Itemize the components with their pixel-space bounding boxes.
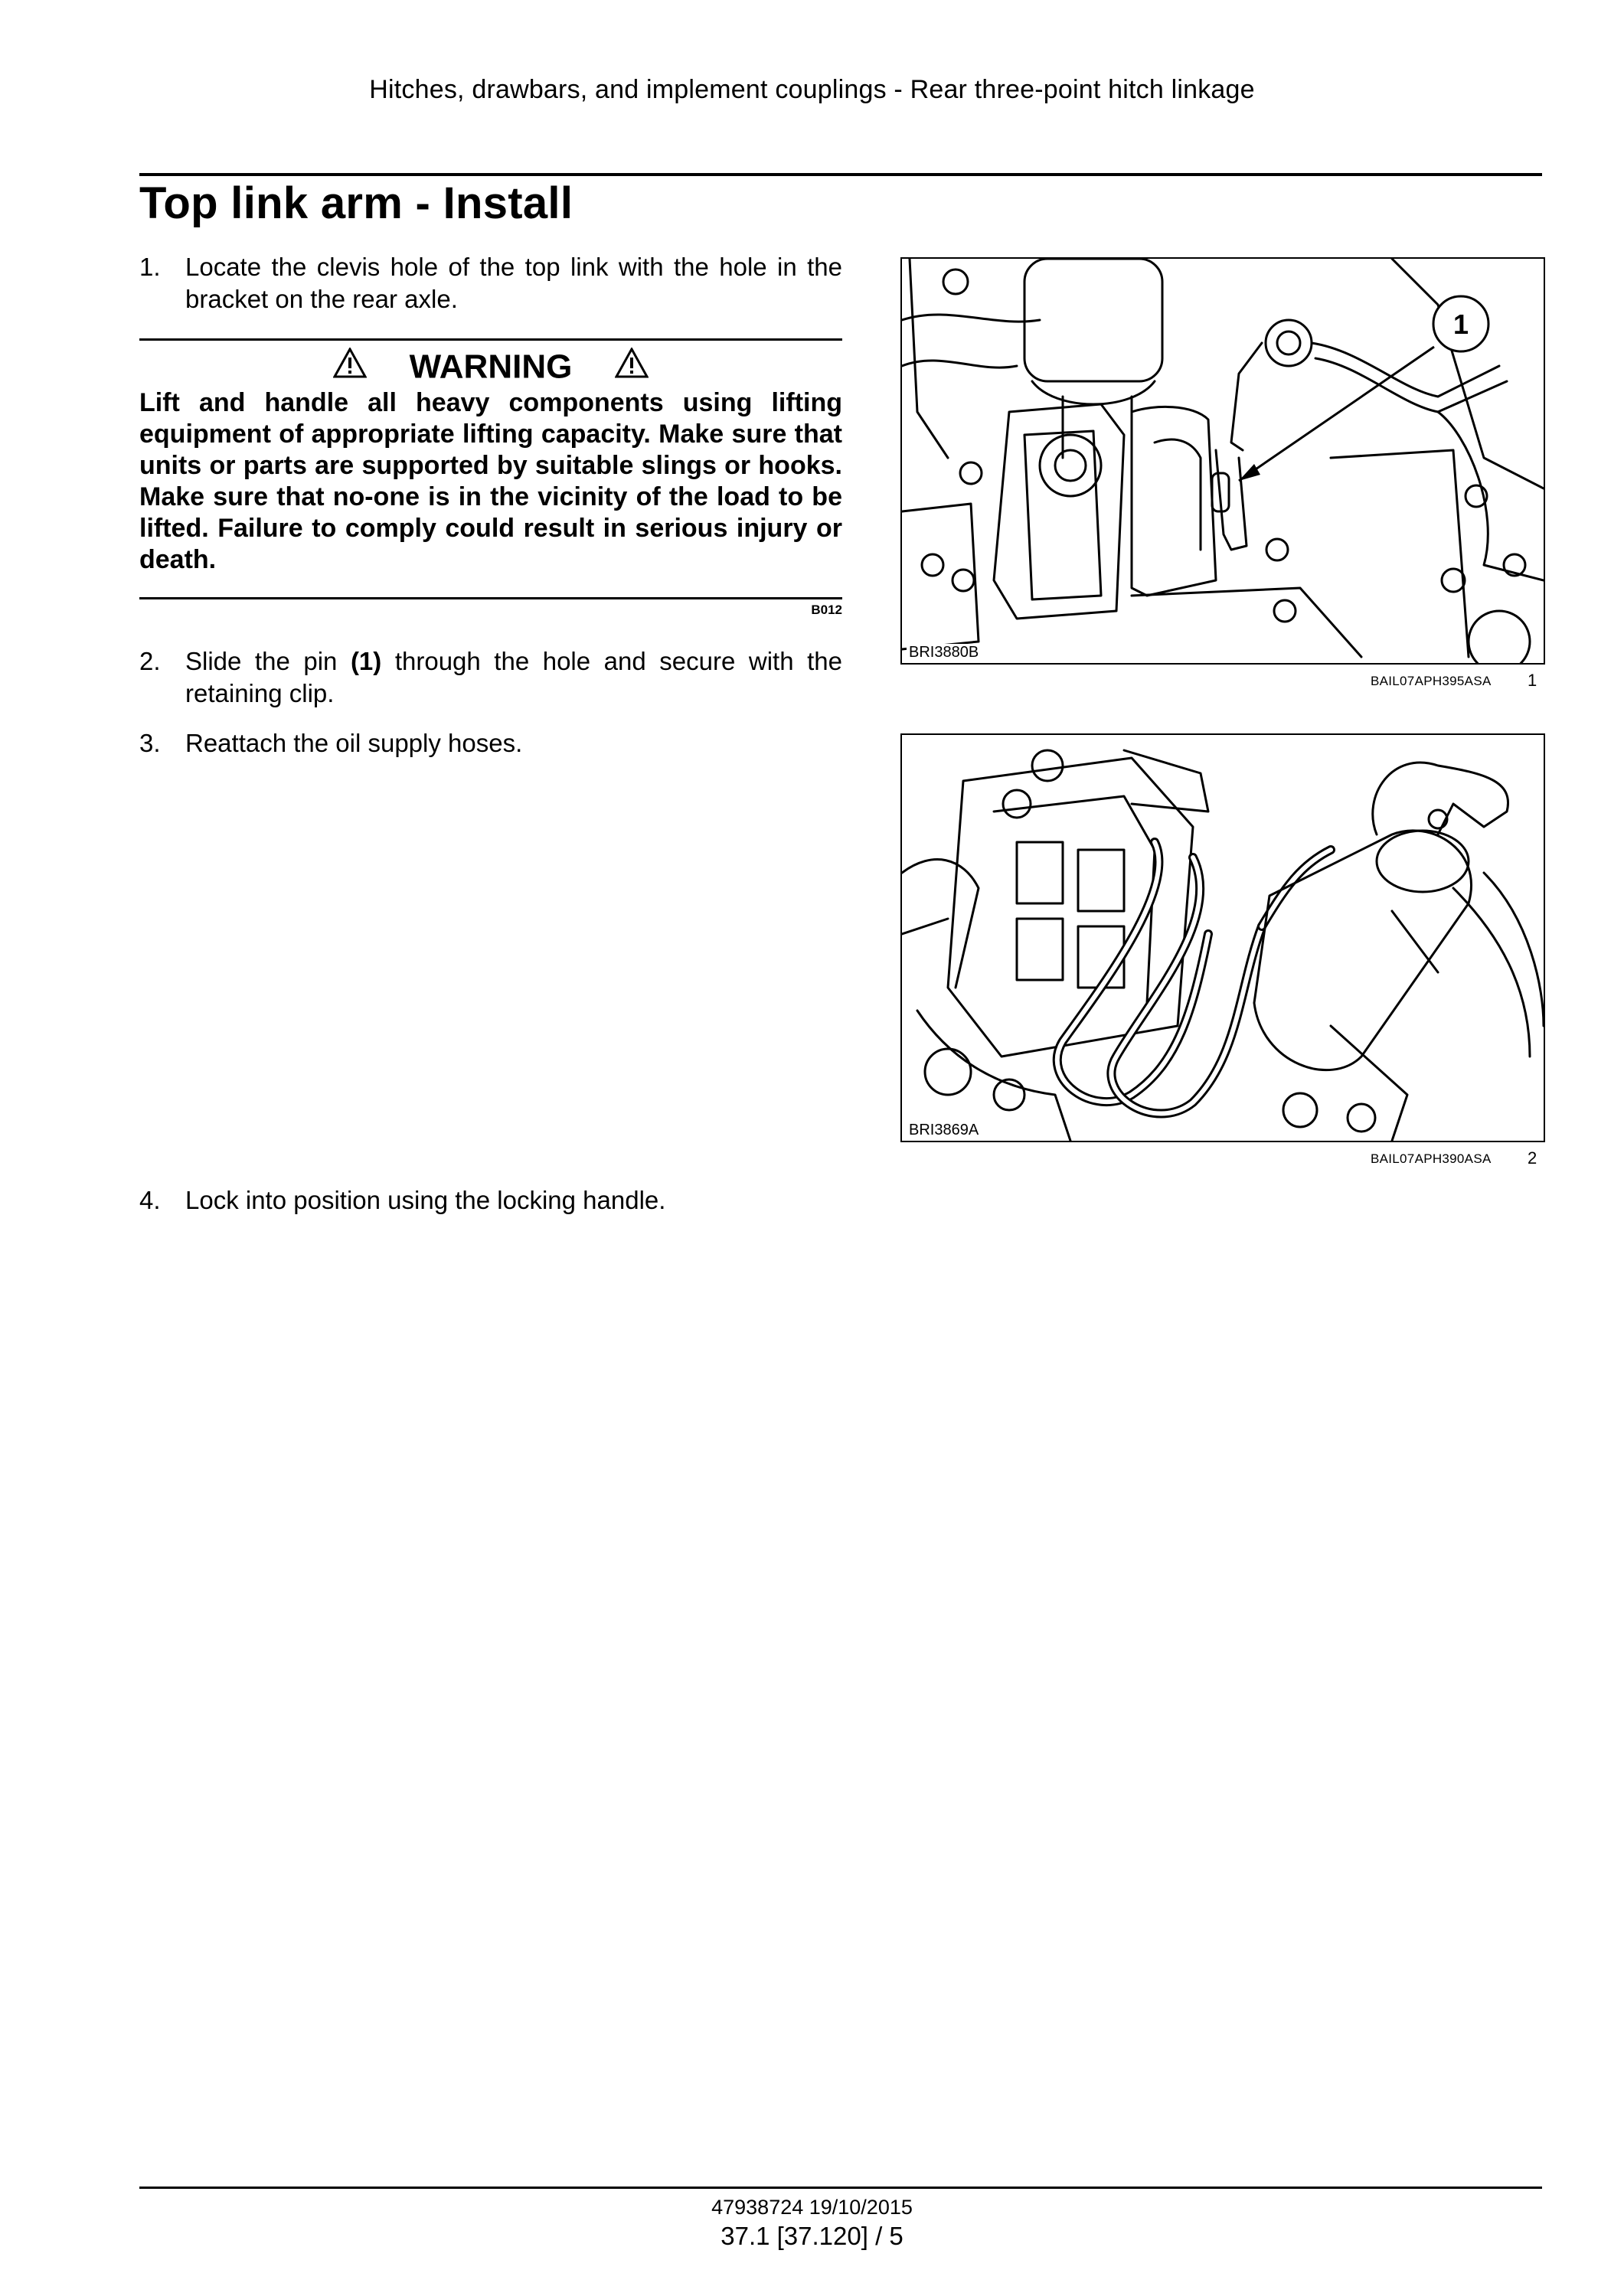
- warning-code: B012: [811, 603, 842, 617]
- warning-bottom-rule: [139, 597, 842, 599]
- figure-1-top-link-bracket: [900, 257, 1545, 665]
- warning-top-rule: [139, 338, 842, 341]
- warning-label: WARNING: [409, 348, 573, 386]
- step-number: 1.: [139, 253, 161, 281]
- callout-1: 1: [1452, 309, 1469, 340]
- step-number: 3.: [139, 729, 161, 757]
- running-header: Hitches, drawbars, and implement couplings - Rear three-point hitch linkage: [369, 75, 1255, 104]
- page-title: Top link arm - Install: [139, 178, 573, 228]
- figure-ref: BRI3869A: [907, 1122, 981, 1139]
- callout-reference: (1): [350, 647, 382, 675]
- figure-2-caption-number: 2: [1528, 1148, 1537, 1168]
- footer-rule: [139, 2187, 1542, 2189]
- title-rule: [139, 173, 1542, 176]
- step-3: [139, 727, 842, 759]
- figure-2-oil-supply-hoses: [900, 733, 1545, 1142]
- step-1: [139, 251, 842, 315]
- figure-1-caption-number: 1: [1528, 671, 1537, 690]
- footer-page-number: 37.1 [37.120] / 5: [721, 2222, 903, 2250]
- figure-ref: BRI3880B: [907, 644, 981, 661]
- warning-triangle-icon: [615, 348, 649, 387]
- step-number: 4.: [139, 1186, 161, 1214]
- step-4: [139, 1184, 842, 1217]
- step-number: 2.: [139, 647, 161, 675]
- step-text: Slide the pin (1) through the hole and secure with the retaining clip.: [185, 647, 842, 707]
- step-text: Lock into position using the locking handle.: [185, 1186, 666, 1214]
- oil-supply-hoses-illustration: [902, 735, 1544, 1141]
- top-link-bracket-illustration: [902, 259, 1544, 663]
- figure-2-caption-code: BAIL07APH390ASA: [1371, 1151, 1492, 1166]
- step-2: [139, 645, 842, 710]
- warning-heading: [139, 346, 842, 386]
- step-text: Locate the clevis hole of the top link with the hole in the bracket on the rear axle.: [185, 253, 842, 313]
- step-text: Reattach the oil supply hoses.: [185, 729, 523, 757]
- warning-text: Lift and handle all heavy components using lifting equipment of appropriate lifting capacity. Make sure that units or parts are supported by suitable slings or hooks. Make sure that no-one is in the vicinity of the load to be lifted. Failure to comply could result in serious injury or death.: [139, 388, 842, 574]
- figure-1-caption-code: BAIL07APH395ASA: [1371, 674, 1492, 688]
- footer-document-id: 47938724 19/10/2015: [711, 2196, 913, 2219]
- warning-triangle-icon: [333, 348, 367, 387]
